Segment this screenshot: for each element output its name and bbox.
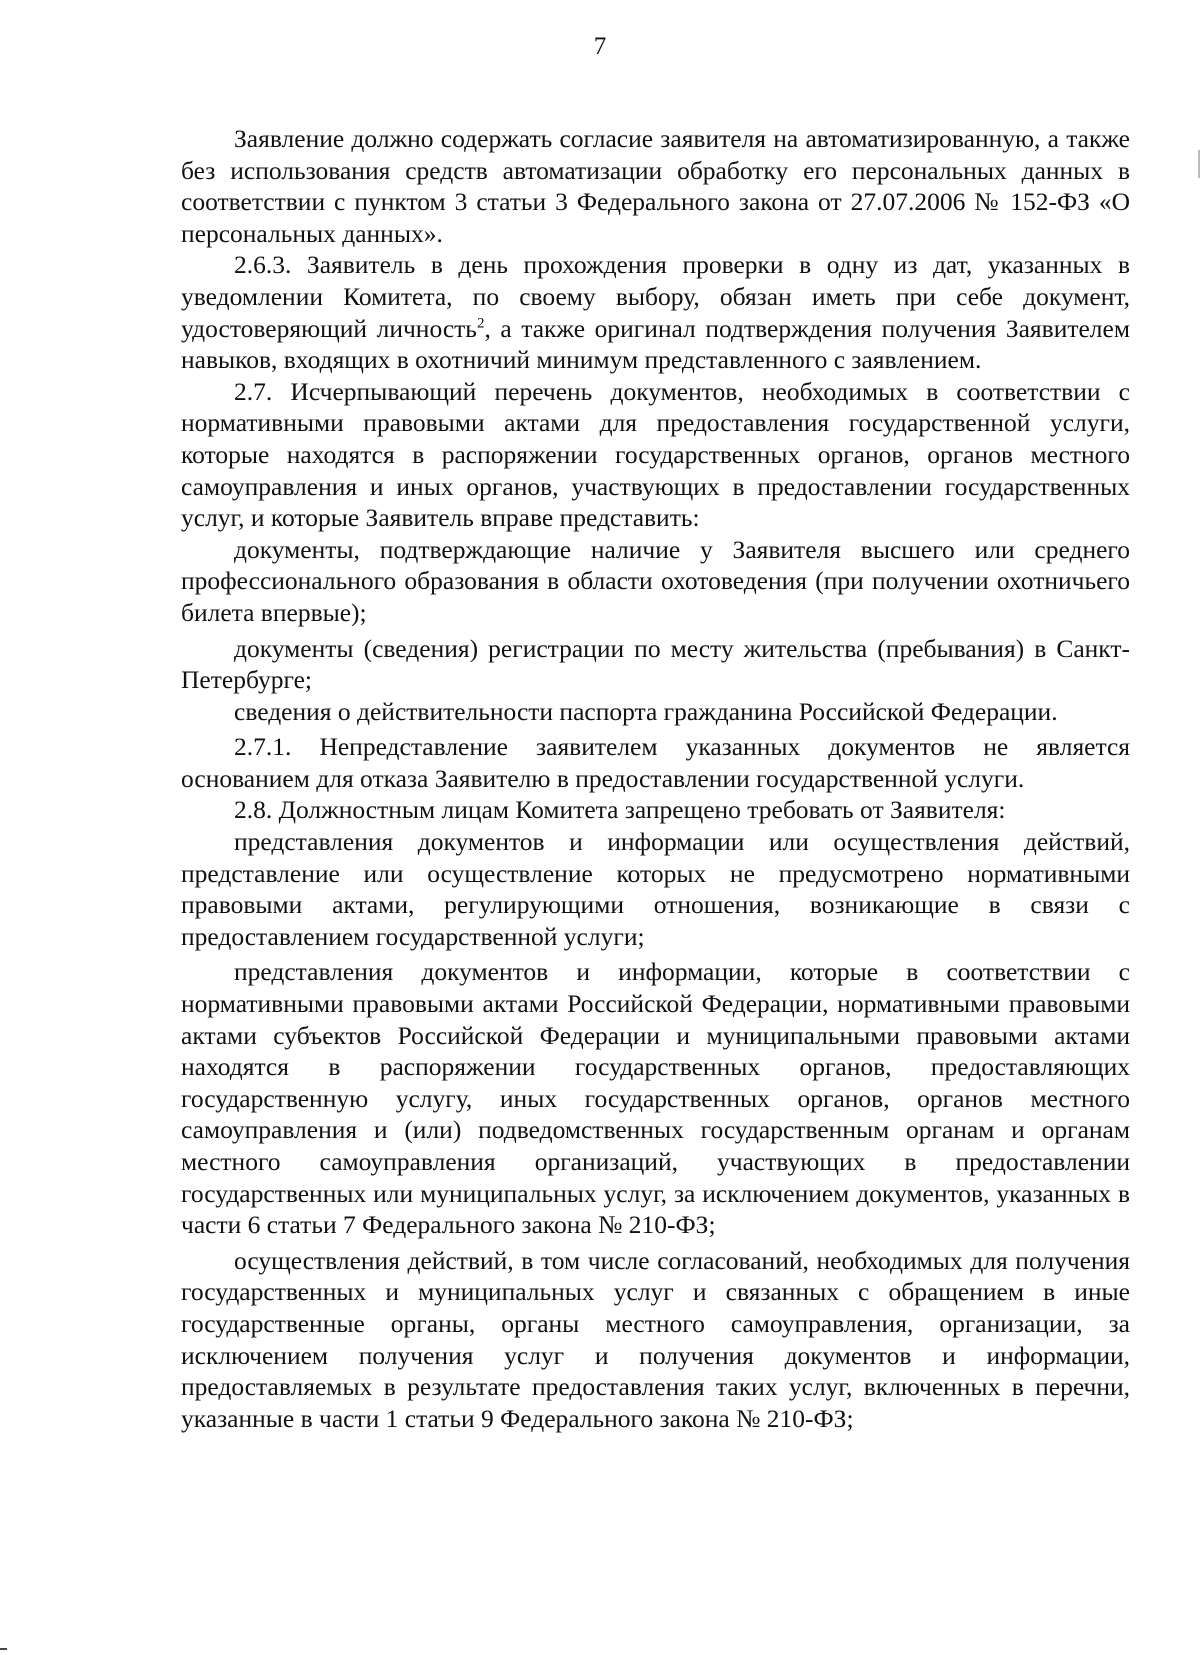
list-item-prohibited-info: представления документов и информации, которые в соответствии с нормативными правовыми актами Российской Федерации, нормативными правовыми актами субъектов Российской Федерации и муниципальными правовыми актами находятся в распоряжении государственных органов, предоставляющих государственную услугу, иных государственных органов, органов местного самоуправления и (или) подведомственных государственным органам и органам местного самоуправления организаций, участвующих в предоставлении государственных или муниципальных услуг, за исключением документов, указанных в части 6 статьи 7 Федерального закона № 210-ФЗ;: [181, 957, 1130, 1240]
list-item-prohibited-actions: осуществления действий, в том числе согласований, необходимых для получения государственных и муниципальных услуг и связанных с обращением в иные государственные органы, органы местного самоуправления, организации, за исключением получения услуг и получения документов и информации, предоставляемых в результате предоставления таких услуг, включенных в перечни, указанные в части 1 статьи 9 Федерального закона № 210-ФЗ;: [181, 1245, 1130, 1433]
scan-edge-mark: [0, 1648, 7, 1650]
paragraph-2-6-3: [181, 249, 1130, 375]
list-item-education-documents: документы, подтверждающие наличие у Заявителя высшего или среднего профессионального образования в области охотоведения (при получении охотничьего билета впервые);: [181, 534, 1130, 627]
paragraph-consent: Заявление должно содержать согласие заявителя на автоматизированную, а также без использования средств автоматизации обработку его персональных данных в соответствии с пунктом 3 статьи 3 Федерального закона от 27.07.2006 № 152-ФЗ «О персональных данных».: [181, 124, 1130, 248]
list-item-passport-info: сведения о действительности паспорта гражданина Российской Федерации.: [234, 696, 1058, 726]
document-body: [181, 123, 1130, 1434]
list-item-registration-documents: документы (сведения) регистрации по месту жительства (пребывания) в Санкт-Петербурге;: [181, 633, 1130, 695]
paragraph-2-6-3-text: 2.6.3. Заявитель в день прохождения проверки в одну из дат, указанных в уведомлении Комитета, по своему выбору, обязан иметь при себе документ, удостоверяющий личность: [181, 250, 1130, 343]
page-number: 7: [593, 33, 607, 60]
paragraph-2-6-3-tail: , а также оригинал подтверждения получения Заявителем навыков, входящих в охотничий минимум представленного с заявлением.: [181, 313, 1130, 375]
list-item-prohibited-documents: представления документов и информации или осуществления действий, представление или осуществление которых не предусмотрено нормативными правовыми актами, регулирующими отношения, возникающие в связи с предоставлением государственной услуги;: [181, 827, 1130, 951]
paragraph-2-7: 2.7. Исчерпывающий перечень документов, необходимых в соответствии с нормативными правовыми актами для предоставления государственной услуги, которые находятся в распоряжении государственных органов, органов местного самоуправления и иных органов, участвующих в предоставлении государственных услуг, и которые Заявитель вправе представить:: [181, 376, 1130, 533]
paragraph-2-8: 2.8. Должностным лицам Комитета запрещено требовать от Заявителя:: [234, 795, 1006, 825]
footnote-reference: 2: [476, 315, 485, 332]
paragraph-2-7-1: 2.7.1. Непредставление заявителем указанных документов не является основанием для отказа Заявителю в предоставлении государственной услуги.: [181, 732, 1130, 793]
